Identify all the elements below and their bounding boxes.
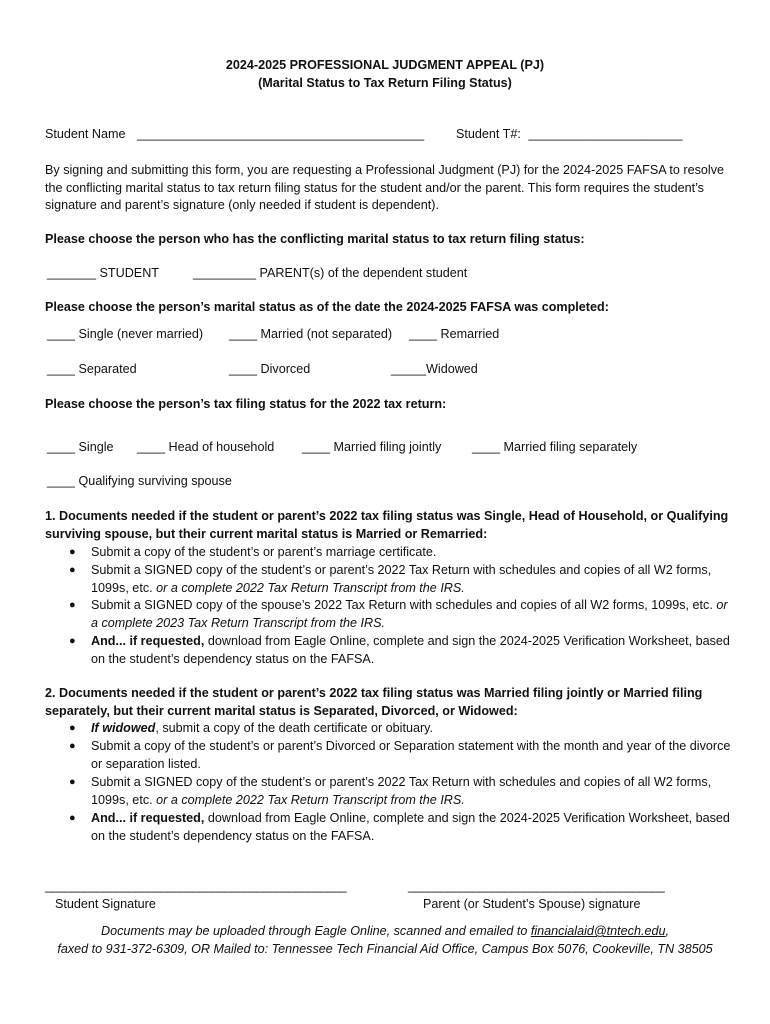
student-signature-line[interactable]: _______________________________________________ <box>45 879 346 893</box>
option-tax-single[interactable]: ____ Single <box>47 440 114 454</box>
student-name-row <box>45 126 424 144</box>
option-widowed[interactable]: _____Widowed <box>391 362 478 376</box>
student-t-field[interactable]: ______________________ <box>528 127 683 141</box>
student-t-row <box>456 126 682 144</box>
bullet-icon: ● <box>69 740 76 752</box>
student-signature-label: Student Signature <box>55 897 156 911</box>
section2-bullet-4: ● And... if requested, download from Eagle Online, complete and sign the 2024-2025 Verification Worksheet, based on the student’s dependency status on the FAFSA. <box>69 811 730 843</box>
bullet-icon: ● <box>69 599 76 611</box>
section1-bullet-2: ● Submit a SIGNED copy of the student’s or parent’s 2022 Tax Return with schedules and copies of all W2 forms, 1099s, etc. or a complete 2022 Tax Return Transcript from the IRS. <box>69 563 712 595</box>
bullet-icon: ● <box>69 722 76 734</box>
bullet-icon: ● <box>69 776 76 788</box>
option-separated[interactable]: ____ Separated <box>47 362 137 376</box>
option-married-not-separated[interactable]: ____ Married (not separated) <box>229 327 393 341</box>
intro-paragraph: By signing and submitting this form, you are requesting a Professional Judgment (PJ) for the 2024-2025 FAFSA to resolve the conflicting marital status to tax return filing status for the student and/or the parent. This form requires the student’s signature and parent’s signature (only needed if student is dependent). <box>45 163 725 212</box>
footer-line-1: Documents may be uploaded through Eagle Online, scanned and emailed to financialaid@tntech.edu, <box>101 924 669 938</box>
option-married-filing-separately[interactable]: ____ Married filing separately <box>472 440 638 454</box>
parent-signature-line[interactable]: ________________________________________ <box>408 879 665 893</box>
option-divorced[interactable]: ____ Divorced <box>229 362 311 376</box>
bullet-icon: ● <box>69 564 76 576</box>
option-head-of-household[interactable]: ____ Head of household <box>137 440 275 454</box>
q2-heading: Please choose the person’s marital status as of the date the 2024-2025 FAFSA was completed: <box>45 300 609 314</box>
form-title: 2024-2025 PROFESSIONAL JUDGMENT APPEAL (PJ) <box>225 58 545 72</box>
bullet-icon: ● <box>69 812 76 824</box>
q3-heading: Please choose the person’s tax filing status for the 2022 tax return: <box>45 397 447 411</box>
email-link[interactable]: financialaid@tntech.edu <box>530 924 666 938</box>
parent-signature-label: Parent (or Student’s Spouse) signature <box>423 897 641 911</box>
option-married-filing-jointly[interactable]: ____ Married filing jointly <box>302 440 442 454</box>
option-student[interactable]: _______ STUDENT <box>47 266 159 280</box>
form-subtitle: (Marital Status to Tax Return Filing Status) <box>258 76 512 90</box>
footer-line-2: faxed to 931-372-6309, OR Mailed to: Tennessee Tech Financial Aid Office, Campus Box 5076, Cookeville, TN 38505 <box>57 942 713 956</box>
section1-bullet-3: ● Submit a SIGNED copy of the spouse’s 2022 Tax Return with schedules and copies of all W2 forms, 1099s, etc. or a complete 2023 Tax Return Transcript from the IRS. <box>69 598 728 630</box>
option-qualifying-surviving-spouse[interactable]: ____ Qualifying surviving spouse <box>47 474 232 488</box>
section2-bullet-3: ● Submit a SIGNED copy of the student’s or parent’s 2022 Tax Return with schedules and copies of all W2 forms, 1099s, etc. or a complete 2022 Tax Return Transcript from the IRS. <box>69 775 712 807</box>
student-name-label: Student Name <box>45 127 126 141</box>
bullet-icon: ● <box>69 635 76 647</box>
option-parent[interactable]: _________ PARENT(s) of the dependent student <box>193 266 468 280</box>
bullet-icon: ● <box>69 546 76 558</box>
section2-heading: 2. Documents needed if the student or parent’s 2022 tax filing status was Married filing jointly or Married filing separately, but their current marital status is Separated, Divorced, or Widowed: <box>45 686 703 718</box>
q1-heading: Please choose the person who has the conflicting marital status to tax return filing status: <box>45 232 585 246</box>
option-single-never-married[interactable]: ____ Single (never married) <box>47 327 204 341</box>
option-remarried[interactable]: ____ Remarried <box>409 327 500 341</box>
section2-bullet-2: ● Submit a copy of the student’s or parent’s Divorced or Separation statement with the month and year of the divorce or separation listed. <box>69 739 731 771</box>
section2-bullet-1: ● If widowed, submit a copy of the death certificate or obituary. <box>91 720 731 738</box>
section1-bullet-4: ● And... if requested, download from Eagle Online, complete and sign the 2024-2025 Verification Worksheet, based on the student’s dependency status on the FAFSA. <box>69 634 730 666</box>
section1-bullet-1: ● Submit a copy of the student’s or parent’s marriage certificate. <box>91 544 731 562</box>
section1-heading: 1. Documents needed if the student or parent’s 2022 tax filing status was Single, Head of Household, or Qualifying surviving spouse, but their current marital status is Married or Remarried: <box>45 509 729 541</box>
student-name-field[interactable]: _________________________________________ <box>137 127 425 141</box>
student-t-label: Student T#: <box>456 127 521 141</box>
